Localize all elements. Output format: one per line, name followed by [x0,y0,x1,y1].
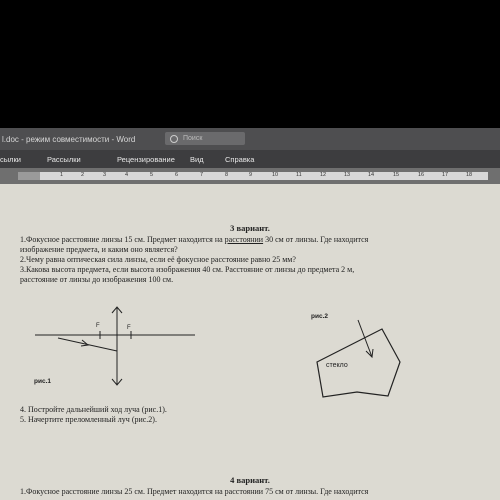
focus-label-right: F [127,325,131,331]
ruler-number: 5 [150,172,154,178]
tab-view[interactable]: Вид [190,155,204,164]
ruler-number: 11 [296,172,302,178]
ruler-number: 1 [60,172,64,178]
ruler-number: 7 [200,172,204,178]
tab-mailings[interactable]: Рассылки [47,155,81,164]
task-5: 5. Начертите преломленный луч (рис.2). [20,415,157,424]
variant-4-question-1: 1.Фокусное расстояние линзы 25 см. Предмет находится на расстоянии 75 см от линзы. Где находится [20,487,369,496]
glass-label: стекло [326,362,348,369]
tab-help[interactable]: Справка [225,155,255,164]
question-3: 3.Какова высота предмета, если высота изображения 40 см. Расстояние от линзы до предмета 2 м, [20,265,355,274]
ruler-number: 18 [466,172,473,178]
focus-label-left: F [96,323,100,329]
search-box[interactable] [165,132,245,145]
ruler-number: 10 [272,172,279,178]
title-bar [0,128,500,150]
figure-2-glass-diagram [300,314,440,414]
ruler-number: 2 [81,172,85,178]
ruler-number: 15 [393,172,400,178]
ruler-number: 8 [225,172,229,178]
task-4: 4. Постройте дальнейший ход луча (рис.1). [20,405,167,414]
question-2: 2.Чему равна оптическая сила линзы, если её фокусное расстояние равно 25 мм? [20,255,296,264]
figure-1-label: рис.1 [34,378,52,385]
question-1: 1.Фокусное расстояние линзы 15 см. Предмет находится на расстоянии 30 см от линзы. Где находится [20,235,369,244]
horizontal-ruler[interactable] [0,168,500,184]
figure-1-lens-diagram [30,299,200,394]
variant-3-heading: 3 вариант. [230,223,270,233]
figure-2-label: рис.2 [311,313,329,320]
variant-4-heading: 4 вариант. [230,475,270,485]
ruler-number: 13 [344,172,351,178]
search-placeholder: Поиск [183,135,203,142]
ruler-number: 12 [320,172,327,178]
ruler-number: 17 [442,172,449,178]
ruler-number: 3 [103,172,107,178]
question-1-cont: изображение предмета, и каким оно является? [20,245,178,254]
ribbon-tabs [0,150,500,168]
underlined-word: расстоянии [224,235,264,244]
tab-review[interactable]: Рецензирование [117,155,175,164]
tab-references[interactable]: сылки [0,155,21,164]
ruler-number: 6 [175,172,179,178]
search-icon [170,135,178,143]
ruler-number: 9 [249,172,253,178]
ruler-number: 14 [368,172,375,178]
question-3-cont: расстояние от линзы до изображения 100 см. [20,275,174,284]
ruler-number: 16 [418,172,425,178]
window-title: l.doc - режим совместимости - Word [2,135,136,144]
document-page[interactable] [0,184,500,500]
ruler-number: 4 [125,172,129,178]
